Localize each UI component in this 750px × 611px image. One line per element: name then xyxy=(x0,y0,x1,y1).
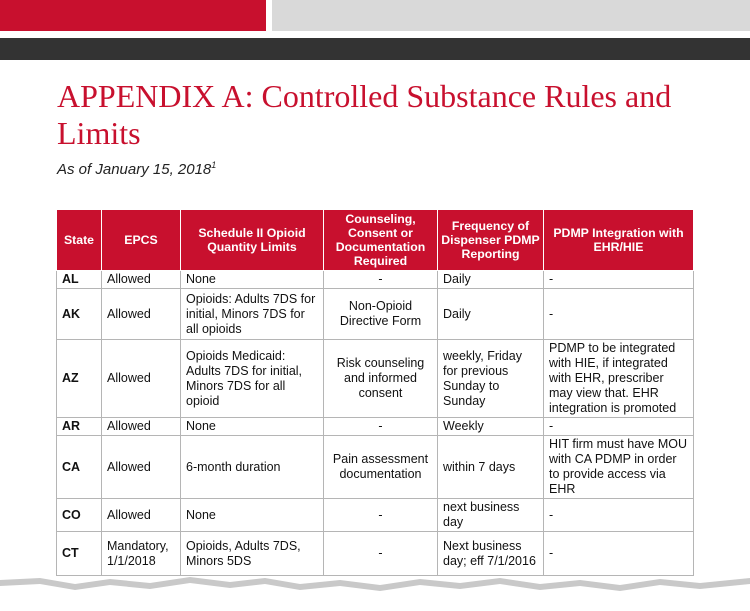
limits-cell: None xyxy=(181,499,324,532)
frequency-cell: Next business day; eff 7/1/2016 xyxy=(438,532,544,576)
integration-cell: - xyxy=(544,532,694,576)
epcs-cell: Allowed xyxy=(102,418,181,436)
table-row xyxy=(57,499,694,532)
header-red-bar xyxy=(0,0,266,31)
limits-cell: None xyxy=(181,418,324,436)
rules-table xyxy=(56,209,694,576)
counseling-cell: - xyxy=(324,532,438,576)
epcs-cell: Mandatory, 1/1/2018 xyxy=(102,532,181,576)
table-header-row xyxy=(57,210,694,271)
integration-cell: HIT firm must have MOU with CA PDMP in order to provide access via EHR xyxy=(544,436,694,499)
limits-cell: None xyxy=(181,271,324,289)
integration-cell: - xyxy=(544,271,694,289)
frequency-cell: next business day xyxy=(438,499,544,532)
limits-cell: Opioids: Adults 7DS for initial, Minors 7DS for all opioids xyxy=(181,289,324,340)
footnote-marker: 1 xyxy=(211,160,217,170)
state-cell: CA xyxy=(57,436,102,499)
epcs-cell: Allowed xyxy=(102,499,181,532)
epcs-cell: Allowed xyxy=(102,289,181,340)
subtitle-text: As of January 15, 2018 xyxy=(57,161,212,178)
frequency-cell: Daily xyxy=(438,289,544,340)
integration-cell: - xyxy=(544,289,694,340)
counseling-cell: - xyxy=(324,271,438,289)
page-title: APPENDIX A: Controlled Substance Rules and Limits xyxy=(57,78,672,151)
frequency-cell: Daily xyxy=(438,271,544,289)
counseling-cell: Risk counseling and informed consent xyxy=(324,340,438,418)
column-header-epcs: EPCS xyxy=(102,210,181,271)
page-subtitle xyxy=(57,160,216,178)
counseling-cell: Pain assessment documentation xyxy=(324,436,438,499)
header-gray-bar xyxy=(272,0,750,31)
state-cell: AK xyxy=(57,289,102,340)
frequency-cell: Weekly xyxy=(438,418,544,436)
state-cell: CO xyxy=(57,499,102,532)
epcs-cell: Allowed xyxy=(102,271,181,289)
table-row xyxy=(57,436,694,499)
column-header-frequency: Frequency of Dispenser PDMP Reporting xyxy=(438,210,544,271)
limits-cell: Opioids, Adults 7DS, Minors 5DS xyxy=(181,532,324,576)
integration-cell: - xyxy=(544,418,694,436)
state-cell: AL xyxy=(57,271,102,289)
epcs-cell: Allowed xyxy=(102,436,181,499)
table-row xyxy=(57,289,694,340)
counseling-cell: - xyxy=(324,418,438,436)
column-header-state: State xyxy=(57,210,102,271)
state-cell: CT xyxy=(57,532,102,576)
column-header-counseling: Counseling, Consent or Documentation Required xyxy=(324,210,438,271)
limits-cell: Opioids Medicaid: Adults 7DS for initial, Minors 7DS for all opioid xyxy=(181,340,324,418)
frequency-cell: weekly, Friday for previous Sunday to Sunday xyxy=(438,340,544,418)
counseling-cell: Non-Opioid Directive Form xyxy=(324,289,438,340)
table-row xyxy=(57,271,694,289)
header-dark-bar xyxy=(0,38,750,60)
epcs-cell: Allowed xyxy=(102,340,181,418)
integration-cell: PDMP to be integrated with HIE, if integrated with EHR, prescriber may view that. EHR integration is promoted xyxy=(544,340,694,418)
state-cell: AZ xyxy=(57,340,102,418)
limits-cell: 6-month duration xyxy=(181,436,324,499)
table-row xyxy=(57,340,694,418)
integration-cell: - xyxy=(544,499,694,532)
counseling-cell: - xyxy=(324,499,438,532)
column-header-integration: PDMP Integration with EHR/HIE xyxy=(544,210,694,271)
state-cell: AR xyxy=(57,418,102,436)
column-header-opioid-limits: Schedule II Opioid Quantity Limits xyxy=(181,210,324,271)
torn-page-edge xyxy=(0,560,750,611)
frequency-cell: within 7 days xyxy=(438,436,544,499)
table-row xyxy=(57,418,694,436)
